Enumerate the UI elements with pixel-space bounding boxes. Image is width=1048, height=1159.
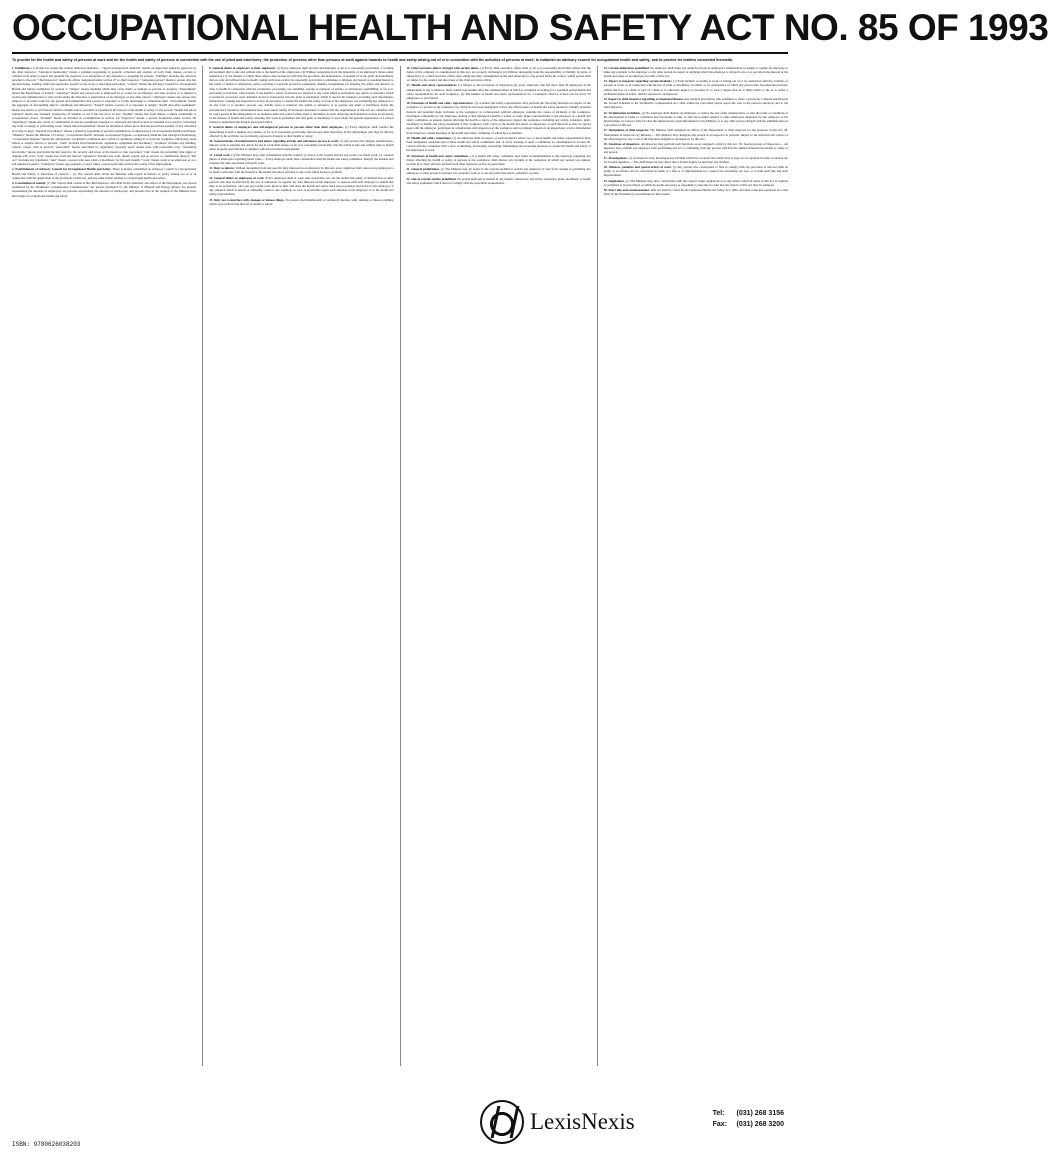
act-section (407, 136, 591, 153)
section-heading: 25. Report to chief inspector regarding occupational disease. (603, 97, 684, 102)
section-text: (1) An employer shall in respect of each workplace where two or more health and safety representatives have been designated, establish one or more health and safety committees and, at every meeting of such a committee as contemplated in section 20, consult with the committee with a view to initiating, developing, promoting, maintaining and reviewing measures to ensure the health and safety of his employees at work. (406, 135, 591, 153)
section-text: (1) The Minister may, after consultation with the council, make regulations as to any matter which in terms of this Act is required or permitted to be prescribed, or which he deems necessary or expedient to prescribe in order that the objects of this Act may be achieved. (603, 178, 788, 187)
section-text: No person shall intentionally or recklessly interfere with, damage or misuse anything which is provided in the interest of health or safety. (209, 197, 394, 206)
section-text: (1) The council shall consist of the chief inspector, who shall be the chairman; one officer of the Department; one person nominated by the Workmen's Compensation Commissioner; one person nominated by the Minister of Mineral and Energy Affairs; six persons representing the interests of employers; six persons representing the interests of employees; and persons who in the opinion of the Minister have knowledge of occupational health and safety. (12, 181, 197, 198)
section-heading: 21. General prohibitions. (406, 167, 440, 172)
section-heading: 2. Establishment of Advisory Council for Occupational Health and Safety. (12, 167, 112, 172)
act-section (407, 83, 591, 100)
act-section (604, 165, 788, 178)
act-section (12, 181, 196, 198)
column-divider (202, 66, 203, 1066)
section-heading: 50. Short title and commencement. (603, 188, 650, 193)
act-text-columns (12, 66, 788, 1066)
act-section (604, 79, 788, 96)
section-heading: 4. Constitution of council. (12, 181, 46, 186)
section-heading: 22. Sale of certain articles prohibited. (406, 176, 457, 181)
section-heading: 20. Functions of health and safety committees. (406, 153, 470, 158)
section-heading: 24. Report to inspector regarding certain incidents. (603, 79, 673, 84)
act-section (209, 166, 393, 174)
section-text: The Minister shall designate an officer of the Department as chief inspector for the purposes of this Act. 28. Designation of inspectors by Minister.— The Minister may designate any person as an inspector to perform, subject to the direction and control of the chief inspector, any or all of the functions assigned to an inspector by this Act. (603, 128, 789, 141)
section-text: No employer shall make any deduction from an employee's remuneration or permit or require an employee to make any payment to the employer or any other person in respect of anything which the employer is obliged to do or to provide in the interest of the health and safety of an employee in terms of this Act. (603, 65, 788, 78)
column-divider (400, 66, 401, 1066)
act-section (604, 179, 788, 187)
section-heading: 31. Investigations. (603, 155, 628, 160)
section-text: (1) Every employer shall conduct his undertaking in such a manner as to ensure, as far as is reasonably practicable, that persons other than those in his employment who may be directly affected by his activities are not thereby exposed to hazards to their health or safety. (209, 125, 394, 138)
text-column-4 (604, 66, 788, 1066)
section-heading: 1. Definitions. (12, 65, 31, 70)
section-text: (1) The Minister may, after consultation with the council, by notice in the Gazette declare any work to be listed work. 12. General duties of employers regarding listed work.— Every employer shall, after consultation with the health and safety committee, identify the hazards and evaluate the risks associated with such work. (209, 152, 394, 166)
column-divider (597, 66, 598, 1066)
fax-number: (031) 268 3200 (736, 1121, 784, 1128)
act-section (209, 125, 393, 138)
act-preamble: To provide for the health and safety of persons at work and for the health and safety of persons in connection with the use of plant and machinery; the protection of persons other than persons at work against hazards to health and safety arising out of or in connection with the activities of persons at work; to establish an advisory council for occupational health and safety; and to provide for matters connected therewith. (12, 58, 734, 62)
section-text: (1) In this Act, unless the context otherwise indicates— "approved inspection authority" means an inspection authority approved by the chief inspector; "biological monitoring" means a planned programme of periodic collection and analysis of body fluid, tissues, excreta or exhaled air in order to detect and quantify the exposure to or absorption of any substance or organism by persons; "building" includes any structure attached to the soil; "chief inspector" means the officer designated under section 27 as chief inspector; "competent person" means a person who has the knowledge, training, skills and experience specific to the work or task being performed; "council" means the Advisory Council for Occupational Health and Safety established by section 2; "danger" means anything which may cause injury or damage to persons or property; "Department" means the Department of Labour; "employee" means any person who is employed by or works for an employer and who receives or is entitled to receive any remuneration or who works under the direction or supervision of an employer or any other person; "employer" means any person who employs or provides work for any person and remunerates that person or expressly or tacitly undertakes to remunerate him; "environment" means the aggregate of surrounding objects, conditions and influences; "hazard" means a source of or exposure to danger; "health and safety equipment" means any article or part thereof which is manufactured, provided or installed in the interest of the health or safety of any person; "health and safety standard" means any standard, irrespective of whether or not it has the force of law; "healthy" means free from illness or injury attributable to occupational causes; "incident" means an incident as contemplated in section 24; "inspector" means a person designated under section 28; "machinery" means any article or combination of articles assembled, arranged or connected and which is used or intended to be used for converting any form of energy to performing work; "major hazard installation" means an installation where more than the prescribed quantity of any substance is or may be kept; "medical surveillance" means a planned programme of periodic examination of employees by an occupational health practitioner; "Minister" means the Minister of Labour; "occupational health" includes occupational hygiene, occupational medicine and biological monitoring; "occupational hygiene" means the anticipation, recognition, evaluation and control of conditions arising in or from the workplace which may cause illness or adverse effects to persons; "plant" includes fixed installations, appliances, equipment and machinery; "premises" includes any building, vehicle, vessel, train or aircraft; "prescribed" means prescribed by regulation; "properly used" means used with reasonable care; "reasonably practicable" means practicable having regard to the severity and scope of the hazard or risk concerned; "risk" means the probability that injury or damage will occur; "safe" means free from any hazard; "substance" includes any solid, liquid, vapour, gas or aerosol, or combination thereof; "this Act" includes any regulation; "user" means a person who uses plant or machinery for his own benefit; "work" means work as an employee or as a self-employed person; "workplace" means any premises or place where a person performs work in the course of his employment. (12, 65, 197, 167)
section-heading: 11. Listed work. (209, 152, 231, 157)
fax-line (713, 1119, 784, 1130)
section-heading: 26. Victimization forbidden. (603, 110, 641, 115)
text-column-2 (209, 66, 393, 1066)
act-section (407, 154, 591, 167)
section-heading: 8. General duties of employers to their employees. (209, 65, 276, 70)
act-section (604, 128, 788, 141)
section-text: (1) Every employer shall provide and maintain, as far as is reasonably practicable, a working environment that is safe and without risk to the health of his employees. (2) Without derogating from the generality of an employer's duties under subsection (1), the matters to which those duties refer include in particular the provision and maintenance of systems of work, plant and machinery that are safe and without risks to health; taking such steps as may be reasonably practicable to eliminate or mitigate any hazard or potential hazard to the safety or health of employees, before resorting to personal protective equipment; making arrangements for ensuring the safety and absence of risks to health in connection with the production, processing, use, handling, storage or transport of articles or substances; establishing, as far as is reasonably practicable, what hazards to the health or safety of persons are attached to any work which is performed, any article or substance which is produced, processed, used, handled, stored or transported and any plant or machinery which is used in his business; providing such information, instructions, training and supervision as may be necessary to ensure the health and safety at work of his employees; not permitting any employee to do any work or to produce, process, use, handle, store or transport any article or substance or to operate any plant or machinery unless the precautionary measures contemplated have been taken; taking all necessary measures to ensure that the requirements of this Act are complied with by every person in his employment or on premises under his control where plant or machinery is used; enforcing such measures as may be necessary in the interest of health and safety; ensuring that work is performed and that plant or machinery is used under the general supervision of a person trained to understand the hazards associated with it. (209, 65, 394, 125)
section-text: (1) A health and safety committee may make recommendations to the employer regarding any matter affecting the health or safety of persons at the workplace; shall discuss any incident at the workplace in which any person was injured, became ill or died; and may perform such other functions as may be prescribed. (406, 153, 591, 167)
act-title: OCCUPATIONAL HEALTH AND SAFETY ACT NO. 85 OF 1993 (12, 7, 1048, 48)
publisher-name: LexisNexis (530, 1109, 635, 1134)
title-rule (12, 52, 788, 54)
act-section (12, 66, 196, 167)
section-heading: 43. Regulations. (603, 178, 625, 183)
section-heading: 38. Offences, penalties and special orders of court. (603, 165, 672, 170)
poster-footer (12, 1098, 788, 1148)
section-heading: 23. Certain deductions prohibited. (603, 65, 650, 70)
act-section (604, 156, 788, 164)
act-section (407, 167, 591, 175)
section-text: (1) A health and safety representative may perform the following functions in respect of the workplace or section of the workplace for which he has been designated: review the effectiveness of health and safety measures; identify potential hazards and potential major incidents at the workplace; in collaboration with his employer, examine the causes of incidents at the workplace; investigate complaints by any employee relating to that employee's health or safety at work; make representations to the employer or a health and safety committee on general matters affecting the health or safety of the employees; inspect the workplace, including any article, substance, plant, machinery or health and safety equipment at that workplace with a view to the health and safety of employees, at such intervals as may be agreed upon with the employer; participate in consultations with inspectors at the workplace and accompany inspectors on inspections; receive information from inspectors; attend meetings of the health and safety committee of which he is a member. (406, 101, 591, 135)
act-section (209, 176, 393, 197)
section-text: (1) Any person who contravenes or fails to comply with any provision of this Act shall be guilty of an offence and on conviction be liable to a fine or to imprisonment for a period not exceeding one year or to both such fine and such imprisonment. (603, 165, 788, 178)
act-section (209, 198, 393, 206)
act-section (407, 66, 591, 83)
section-text: Every employee shall at work take reasonable care for the health and safety of himself and of other persons who may be affected by his acts or omissions; as regards any duty imposed on his employer, co-operate with such employer to enable that duty to be performed; carry out any lawful order given to him, and obey the health and safety rules and procedures laid down by his employer; if any situation which is unsafe or unhealthy comes to his attention, as soon as practicable report such situation to his employer or to the health and safety representative. (209, 175, 394, 197)
section-heading: 18. Functions of health and safety representatives. (406, 101, 474, 106)
act-section (12, 167, 196, 180)
section-text: (1) An inspector may investigate any incident which has occurred and which may or may not be reported in terms of section 24. 32. Formal inquiries.— The chief inspector may direct that a formal inquiry be held into any incident. (603, 155, 788, 164)
section-text: (1) Each incident occurring at work or arising out of or in connection with the activities of persons at work, or in connection with the use of plant or machinery, in which, or in consequence of which any person dies, becomes unconscious, suffers the loss of a limb or part of a limb or is otherwise injured or becomes ill to such a degree that he is likely either to die or to suffer a permanent physical defect, shall be reported to an inspector. (603, 79, 788, 96)
section-heading: 10. General duties of manufacturers and others regarding articles and substances for use at work. (209, 139, 339, 144)
act-section (604, 111, 788, 128)
section-heading: 13. Duty to inform. (209, 166, 235, 171)
fax-label: Fax: (712, 1121, 727, 1128)
tel-label: Tel: (712, 1110, 725, 1117)
tel-number: (031) 268 3156 (736, 1110, 784, 1117)
section-heading: 14. General duties of employees at work. (209, 175, 265, 180)
lexisnexis-logo-icon (480, 1100, 524, 1144)
isbn-number: ISBN: 9780626038203 (12, 1141, 81, 1148)
section-heading: 19. Health and safety committees. (406, 135, 452, 140)
section-heading: 17. Health and safety representatives. (406, 83, 458, 88)
section-text: (1) The Minister may by notice in the Gazette prohibit or restrict any employer or user from causing or permitting any employee or other person to perform any particular work or to use any particular article, substance or plant. (406, 167, 591, 176)
section-heading: 9. General duties of employers and self-employed persons to persons other than their employees. (209, 125, 344, 130)
act-section (209, 139, 393, 152)
contact-details (713, 1108, 784, 1130)
section-heading: 16. Chief executive officer charged with certain duties. (406, 65, 480, 70)
section-text: This Act shall be called the Occupational Health and Safety Act, 1993, and shall come into operation on a date fixed by the President by proclamation in the Gazette. (603, 188, 789, 197)
act-section (604, 188, 788, 196)
publisher-logo (480, 1100, 635, 1144)
section-heading: 27. Designation of chief inspector. (603, 128, 650, 133)
section-text: Without derogating from any specific duty imposed on an employer by this Act, every employer shall cause every employee to be made conversant with the hazards to his health and safety attached to any work which he has to perform. (209, 166, 394, 175)
act-section (604, 97, 788, 110)
text-column-3 (407, 66, 591, 1066)
act-section (407, 177, 591, 185)
act-section (209, 153, 393, 166)
section-heading: 15. Duty not to interfere with, damage or misuse things. (209, 197, 285, 202)
section-text: There is hereby established an Advisory Council for Occupational Health and Safety. 3. Functions of council.— (1) The council shall advise the Minister with regard to matters of policy arising out of or in connection with the application of the provisions of this Act, and any other matter relating to occupational health and safety. (12, 167, 197, 180)
tel-line (713, 1108, 784, 1119)
act-section (604, 142, 788, 155)
section-text: An inspector may perform such functions as are assigned to him by this Act. 30. Special powers of inspectors.— An inspector may prohibit any employer from performing any act or continuing with any process which in his opinion threatens the health or safety of any person. (603, 142, 788, 155)
section-text: No person shall sell or market in any manner whatsoever any article, substance, plant, machinery or health and safety equipment which does not comply with the prescribed requirements. (406, 176, 591, 185)
text-column-1 (12, 66, 196, 1066)
act-section (209, 66, 393, 125)
section-heading: 29. Functions of inspectors. (603, 142, 641, 147)
section-text: (1) Every chief executive officer shall as far as is reasonably practicable ensure that the duties of his company as contemplated in this Act, are properly discharged. (2) Without derogating from his responsibility or liability in terms of subsection (1), a chief executive officer may assign any duty contemplated in the said subsection to any person under his control, which person shall act subject to the control and directions of the chief executive officer. (406, 65, 591, 83)
section-text: (1) No employer shall dismiss an employee, or reduce the rate of his remuneration, or alter the terms or conditions of his employment to terms or conditions less favourable to him, or alter his position relative to other employees employed by that employer to his disadvantage, by reason of the fact that the employee has given information to the Minister or to any other person charged with the administration of a provision of this Act. (603, 110, 789, 128)
act-section (407, 101, 591, 135)
section-text: (1) Subject to the provisions of subsection (2), every employer who has more than 20 employees in his employment at any workplace, shall, within four months after the commencement of this Act, designate in writing for a specified period health and safety representatives for such workplace. (2) The number of health and safety representatives for a workplace shall be at least one for every 50 employees or part thereof. (406, 83, 591, 101)
act-section (604, 66, 788, 79)
section-text: Any medical practitioner who examines or treats a person for a disease described in the Second Schedule to the Workmen's Compensation Act, shall within the prescribed period report the case to the person's employer and to the chief inspector. (603, 97, 788, 110)
section-text: (1) Any person who designs, manufactures, imports, sells or supplies any article for use at work shall ensure, as far as is reasonably practicable, that the article is safe and without risks to health when properly used and that it complies with all prescribed requirements. (209, 139, 394, 152)
